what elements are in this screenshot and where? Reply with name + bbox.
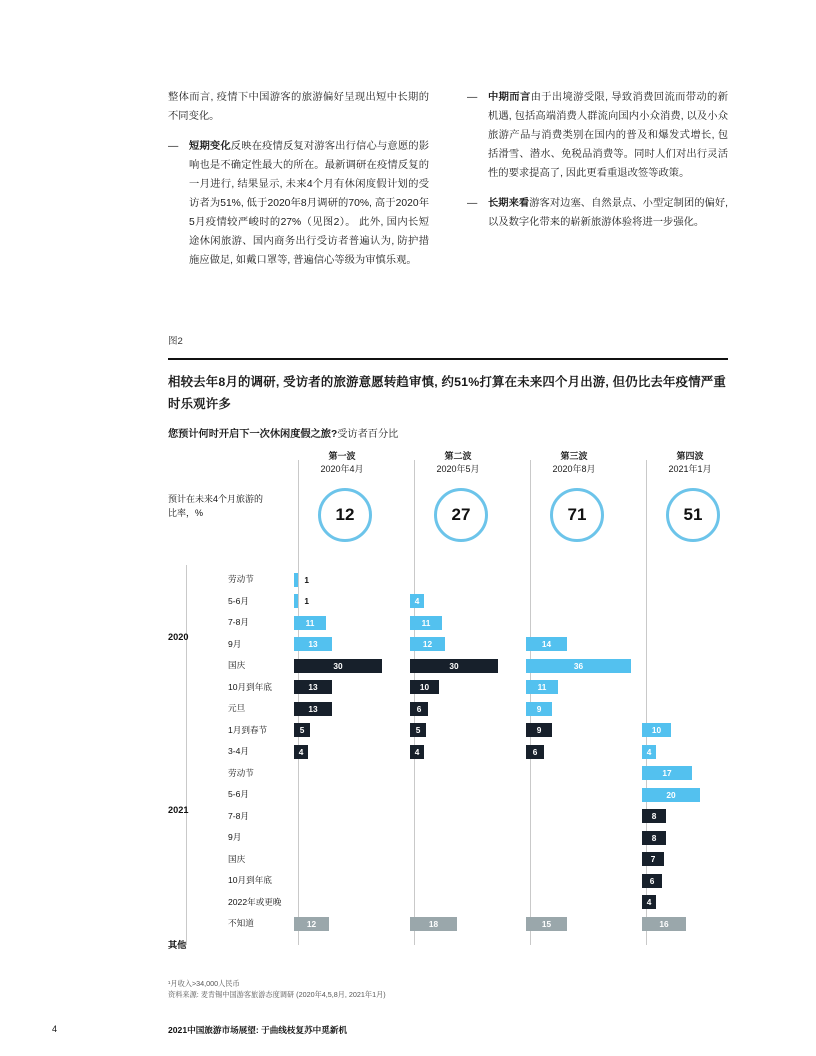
page-number: 4 [52, 1024, 58, 1034]
bar-w1: 1 [294, 573, 298, 587]
footnote-source: 资料来源: 麦肯锡中国游客旅游态度调研 (2020年4,5,8月, 2021年1月) [168, 990, 386, 1000]
bar-w2: 11 [410, 616, 442, 630]
right-column [467, 88, 728, 281]
bar-w2: 12 [410, 637, 445, 651]
bullet-short-term [168, 137, 429, 270]
table-row: 1月到春节 5 5 9 10 [168, 721, 734, 743]
wave-header-2: 第二波 2020年5月 [436, 451, 480, 475]
wave-header-4: 第四波 2021年1月 [668, 451, 712, 475]
bullet-lead: 中期而言 [488, 92, 531, 103]
wave-header-3: 第三波 2020年8月 [552, 451, 596, 475]
exhibit-headline: 相较去年8月的调研, 受访者的旅游意愿转趋审慎, 约51%打算在未来四个月出游, 但仍比去年疫情严重时乐观许多 [168, 375, 726, 411]
divider [168, 358, 728, 360]
summary-donuts [168, 488, 734, 550]
bar-w3: 6 [526, 745, 544, 759]
bar-w4: 4 [642, 895, 656, 909]
footnote-1: ¹月收入>34,000人民币 [168, 979, 240, 988]
donut-wave-1: 12 [318, 488, 372, 542]
table-row: 国庆 30 30 36 [168, 656, 734, 678]
group-label-2021: 2021 [168, 805, 189, 815]
bar-w4: 10 [642, 723, 671, 737]
exhibit-subhead [168, 427, 734, 443]
table-row: 9月 13 12 14 [168, 635, 734, 657]
dash-icon: — [168, 141, 179, 153]
table-row: 5-6月 1 4 [168, 592, 734, 614]
bar-w1: 4 [294, 745, 308, 759]
bar-w3: 9 [526, 702, 552, 716]
donut-wave-4: 51 [666, 488, 720, 542]
bar-w3: 9 [526, 723, 552, 737]
bar-w2: 6 [410, 702, 428, 716]
bar-w2: 18 [410, 917, 457, 931]
figure-number: 图2 [168, 336, 183, 347]
group-label-other: 其他 [168, 940, 187, 950]
bullet-lead: 短期变化 [189, 141, 231, 153]
wave-header-1: 第一波 2020年4月 [320, 451, 364, 475]
bar-w4: 20 [642, 788, 700, 802]
table-row: 劳动节 17 [168, 764, 734, 786]
subhead-question: 您预计何时开启下一次休闲度假之旅? [168, 429, 338, 440]
article-text [168, 88, 728, 281]
table-row: 5-6月 20 [168, 785, 734, 807]
table-row: 劳动节 1 [228, 574, 309, 585]
table-row: 7-8月 8 [168, 807, 734, 829]
table-row: 10月到年底 13 10 11 [168, 678, 734, 700]
table-row: 2022年或更晚 4 [168, 893, 734, 915]
donut-wave-3: 71 [550, 488, 604, 542]
bar-w4: 8 [642, 831, 666, 845]
bar-w3: 14 [526, 637, 567, 651]
bar-w2: 10 [410, 680, 439, 694]
bar-w2: 30 [410, 659, 498, 673]
table-row: 不知道 12 18 15 16 [168, 914, 734, 936]
bar-w1: 13 [294, 637, 332, 651]
bar-w2: 4 [410, 594, 424, 608]
bar-w4: 8 [642, 809, 666, 823]
table-row: 7-8月 11 11 [168, 613, 734, 635]
left-column [168, 88, 429, 281]
bar-w1: 1 [294, 594, 298, 608]
bar-w3: 36 [526, 659, 631, 673]
dash-icon: — [467, 198, 478, 210]
bullet-body: 由于出境游受限, 导致消费回流而带动的新机遇, 包括高端消费人群流向国内小众消费, 以及小众旅游产品与消费类别在国内的普及和爆发式增长, 包括滑雪、潜水、免税品消费等。同时人们对出行灵活性的要求提高了, 因此更看重退改签等政策。 [488, 92, 728, 180]
bar-w4: 7 [642, 852, 664, 866]
table-row: 9月 8 [168, 828, 734, 850]
bar-w4: 4 [642, 745, 656, 759]
bar-w2: 4 [410, 745, 424, 759]
bullet-mid-term [467, 88, 728, 183]
bar-w4: 6 [642, 874, 662, 888]
footnotes [168, 978, 734, 1000]
subhead-unit: 受访者百分比 [337, 429, 399, 440]
bullet-body: 反映在疫情反复对游客出行信心与意愿的影响也是不确定性最大的所在。最新调研在疫情反复的一月进行, 结果显示, 未来4个月有休闲度假计划的受访者为51%, 低于2020年8月调研的70%, 高于2020年5月疫情较严峻时的27%（见图2）。 此外, 国内长短途休闲旅游、国内商务出行受访者普遍认为, 防护措施应做足, 如戴口罩等, 普遍信心等级为审慎乐观。 [189, 141, 430, 267]
bar-w2: 5 [410, 723, 426, 737]
bar-w1: 5 [294, 723, 310, 737]
dash-icon: — [467, 92, 478, 103]
bullet-lead: 长期来看 [488, 198, 530, 210]
table-row: 国庆 7 [168, 850, 734, 872]
bar-w4: 16 [642, 917, 686, 931]
bar-w1: 13 [294, 680, 332, 694]
bar-w4: 17 [642, 766, 692, 780]
table-row: 10月到年底 6 [168, 871, 734, 893]
group-label-2020: 2020 [168, 632, 189, 642]
bar-w3: 11 [526, 680, 558, 694]
bar-w1: 11 [294, 616, 326, 630]
bar-w1: 13 [294, 702, 332, 716]
bar-rows [168, 570, 734, 950]
donut-row-label: 预计在未来4个月旅游的比率，% [168, 494, 264, 519]
donut-wave-2: 27 [434, 488, 488, 542]
bar-w3: 15 [526, 917, 567, 931]
bullet-body: 游客对边塞、自然景点、小型定制团的偏好, 以及数字化带来的崭新旅游体验将进一步强化。 [488, 198, 728, 229]
bar-w1: 30 [294, 659, 382, 673]
table-row: 元旦 13 6 9 [168, 699, 734, 721]
table-row: 3-4月 4 4 6 4 [168, 742, 734, 764]
bullet-long-term [467, 194, 728, 232]
bar-w1: 12 [294, 917, 329, 931]
footer-title: 2021中国旅游市场展望: 于曲线枝复苏中觅新机 [168, 1025, 348, 1035]
intro-paragraph: 整体而言, 疫情下中国游客的旅游偏好呈现出短中长期的不同变化。 [168, 92, 429, 123]
